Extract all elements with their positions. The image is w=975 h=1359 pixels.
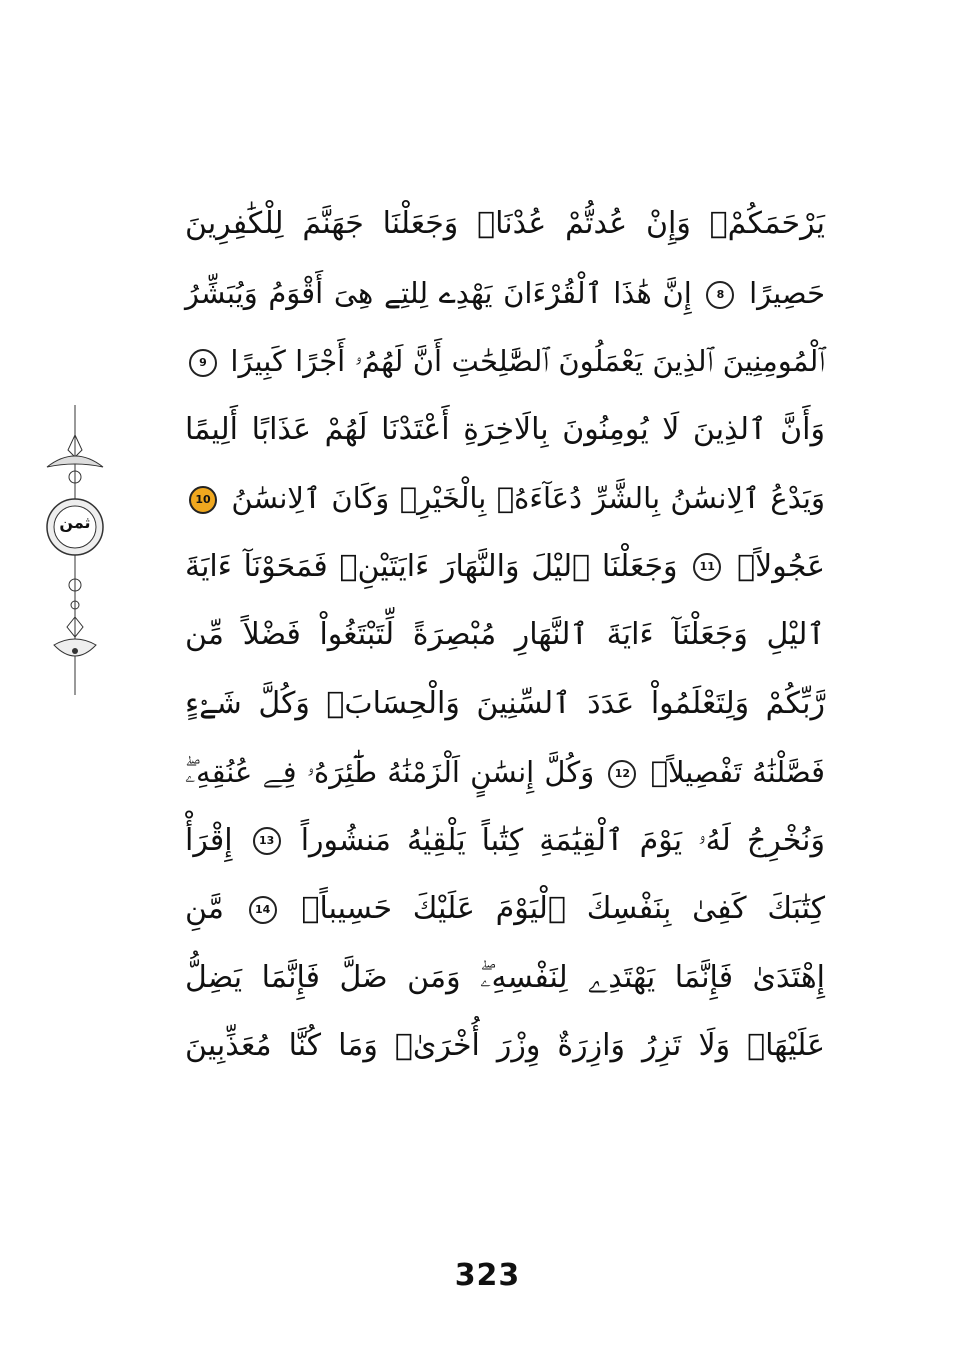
line-text: حَصِيرًا 8 إِنَّ هَٰذَا ٱلْقُرْءَانَ يَهْدِے لِلتِے هِىَ أَقْوَمُ وَيُبَشِّرُ: [185, 275, 826, 310]
line-text: كِتَٰبَكَ كَفِىٰ بِنَفْسِكَ ٱلْيَوْمَ عَلَيْكَ حَسِيباًۖ 14 مَّنِ: [185, 891, 825, 927]
line-text: فَصَّلْنَٰهُ تَفْصِيلاًۖ 12 وَكُلَّ إِنسَٰنٍ اَلْزَمْنَٰهُ طَٰٓئِرَهُۥ فِے عُنُقِهِۦۖ: [185, 755, 826, 790]
line-text: وَنُخْرِجُ لَهُۥ يَوْمَ ٱلْقِيَٰمَةِ كِتَٰباً يَلْقِيٰهُ مَنشُوراً 13 إِقْرَأْ: [185, 822, 825, 858]
line-text: عَجُولاًۖ 11 وَجَعَلْنَا ٱليْلَ وَالنَّهَارَ ءَايَتَيْنِۖ فَمَحَوْنَآ ءَايَةَ: [185, 548, 825, 584]
text-line: [185, 738, 825, 807]
text-line: [185, 875, 825, 944]
hizb-label: ثمن: [59, 513, 91, 532]
ayah-number-marker: 8: [706, 281, 734, 309]
text-line: [185, 944, 825, 1013]
text-line: [185, 807, 825, 876]
line-text: يَرْحَمَكُمْۥ وَإِنْ عُدتُّمْ عُدْنَاۖ وَجَعَلْنَا جَهَنَّمَ لِلْكَٰفِرِينَ: [185, 206, 825, 242]
ayah-number-marker: 13: [253, 827, 281, 855]
line-text: ٱلْمُومِنِينَ ٱلذِينَ يَعْمَلُونَ ٱلصَّٰلِحَٰتِ أَنَّ لَهُمُۥ أَجْرًا كَبِيرًا 9: [185, 327, 825, 395]
line-text: وَيَدْعُ ٱلِانسَٰنُ بِالشَّرِّ دُعَآءَهُۥ بِالْخَيْرِۖ وَكَانَ ٱلِانسَٰنُ 10: [185, 464, 825, 532]
line-text: ٱليْلِ وَجَعَلْنَآ ءَايَةَ ٱلنَّهَارِ مُبْصِرَةً لِّتَبْتَغُواْ فَضْلاً مِّن: [185, 617, 825, 653]
line-text: وَأَنَّ ٱلذِينَ لَا يُومِنُونَ بِالَاخِرَةِ أَعْتَدْنَا لَهُمْ عَذَابًا أَلِيمًا: [185, 411, 825, 447]
text-line: [185, 464, 825, 533]
text-line: [185, 259, 825, 328]
hizb-medallion-icon: [42, 405, 108, 695]
line-text: إِهْتَدَىٰ فَإِنَّمَا يَهْتَدِے لِنَفْسِهِۦۖ وَمَن ضَلَّ فَإِنَّمَا يَضِلُّ: [185, 959, 825, 995]
quran-text-block: [185, 190, 825, 1081]
text-line: [185, 327, 825, 396]
text-line: [185, 601, 825, 670]
page-number: 323: [454, 1258, 521, 1293]
ayah-number-marker: 11: [693, 553, 721, 581]
line-text: عَلَيْهَاۖ وَلَا تَزِرُ وَازِرَةٌ وِزْرَ أُخْرَىٰۖ وَمَا كُنَّا مُعَذِّبِينَ: [185, 1028, 825, 1064]
ayah-number-marker: 14: [249, 896, 277, 924]
ayah-number-marker: 9: [189, 349, 217, 377]
text-line: [185, 190, 825, 259]
ayah-number-marker: 12: [608, 760, 636, 788]
line-text: رَّبِّكُمْ وَلِتَعْلَمُواْ عَدَدَ ٱلسِّنِينَ وَالْحِسَابَۖ وَكُلَّ شَےْءٍ: [185, 685, 825, 721]
ayah-number-marker-highlighted: 10: [189, 486, 217, 514]
text-line: [185, 670, 825, 739]
text-line: [185, 1012, 825, 1081]
text-line: [185, 533, 825, 602]
text-line: [185, 396, 825, 465]
